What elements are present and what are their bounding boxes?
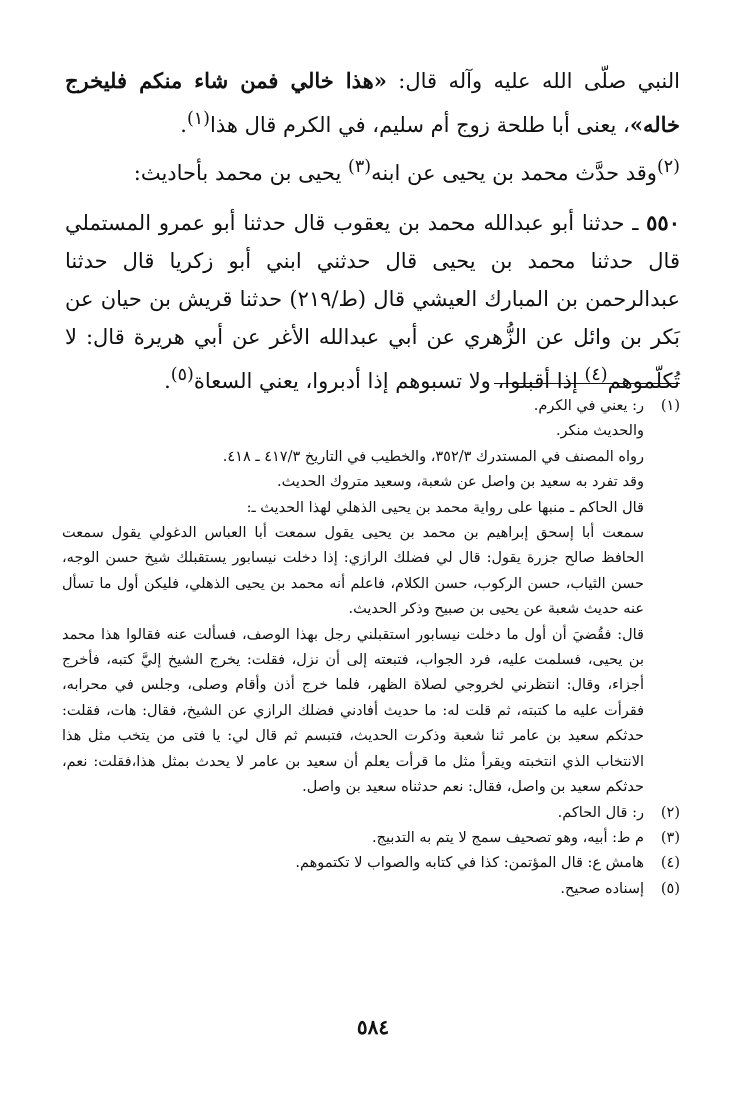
footnote-5 — [62, 877, 680, 902]
footnote-text: ر: قال الحاكم. — [557, 804, 644, 821]
narration-paragraph — [65, 148, 680, 192]
hadith-number: ٥٥٠ — [646, 210, 680, 235]
footnote-text: قال: فقُضيَ أن أول ما دخلت نيسابور استقبلني رجل بهذا الوصف، فسألت عنه فقالوا هذا محمد بن يحيى، فسلمت عليه، فرد الجواب، فتبعته إلى أن نزل، فقلت: يخرج الشيخ إليَّ كتبه، فأخرج أجزاء، وقال: انتظرني لخروجي لصلاة الظهر، فلما خرج أذن وأقام وصلى، وجلس في محرابه، فقرأت عليه ما كتبته، ثم قلت له: ما حديث أفادني فضلك الرازي عن الشيخ، فقال: هات، فقلت: حدثكم سعيد بن عامر ثنا شعبة وذكرت الحديث، فتبسم ثم قال لي: يا فتى من يتخب مثل هذا الانتخاب الذي انتخبته ويقرأ مثل ما قرأت يعلم أن سعيد بن عامر لا يحدث بمثل هذا،فقلت: نعم، حدثكم سعيد بن واصل، فقال: نعم حدثناه سعيد بن واصل. — [62, 626, 645, 796]
hadith-text: ـ حدثنا أبو عبدالله محمد بن يعقوب قال حدثنا أبو عمرو المستملي قال حدثنا محمد بن يحيى قال حدثني ابني أبو زكريا قال حدثنا عبدالرحمن بن المبارك العيشي قال (ط/٢١٩) حدثنا قريش بن حيان عن بَكر بن وائل عن الزُّهري عن أبي عبدالله الأغر عن أبي هريرة قال: لا تُكلّموهم — [65, 211, 680, 393]
intro-paragraph: النبي صلّى الله عليه وآله قال: «هذا خالي فمن شاء منكم فليخرج خاله»، يعنى أبا طلحة زوج أم سليم، في الكرم قال هذا$^{(١)}$. — [65, 68, 680, 137]
footnote-text: وقد تفرد به سعيد بن واصل عن شعبة، وسعيد متروك الحديث. — [277, 474, 644, 491]
footnote-ref-1: (١) — [186, 109, 210, 129]
footnote-number: (٢) — [660, 804, 680, 821]
footnote-2 — [62, 801, 680, 826]
narration-text-end: يحيى بن محمد بأحاديث: — [133, 161, 349, 185]
footnote-text: هامش ع: قال المؤتمن: كذا في كتابه والصواب لا تكتموهم. — [295, 855, 644, 872]
hadith-paragraph — [65, 204, 680, 400]
intro-line1: النبي صلّى الله عليه وآله قال: — [386, 69, 680, 93]
footnote-ref-2: (٢) — [656, 157, 680, 177]
footnote-text: ر: يعني في الكرم. — [533, 398, 644, 414]
footnote-text: رواه المصنف في المستدرك ٣٥٢/٣، والخطيب في التاريخ ٤١٧/٣ ـ ٤١٨. — [222, 448, 644, 465]
footnote-ref-5: (٥) — [170, 365, 194, 385]
footnote-text: والحديث منكر. — [555, 423, 644, 440]
footnote-text: م ط: أبيه، وهو تصحيف سمج لا يتم به التدبيج. — [372, 829, 644, 846]
hadith-end: . — [164, 369, 171, 393]
footnote-text: سمعت أبا إسحق إبراهيم بن محمد بن يحيى يقول سمعت أبا العباس الدغولي يقول سمعت الحافظ صالح جزرة يقول: قال لي فضلك الرازي: إذا دخلت نيسابور يستقبلك شيخ حسن الوجه، حسن الثياب، حسن الركوب، حسن الكلام، فاعلم أنه محمد بن يحيى الذهلي، فليكن أول ما تسأل عنه حديث شعبة عن يحيى بن صبيح وذكر الحديث. — [62, 525, 644, 618]
intro-line1-end: ، — [623, 113, 630, 137]
page-number: ٥٨٤ — [356, 1015, 390, 1039]
footnote-number: (٣) — [660, 829, 680, 846]
footnote-text: إسناده صحيح. — [560, 880, 644, 897]
footnote-number: (١) — [660, 398, 680, 414]
main-text — [65, 62, 680, 400]
narration-text: وقد حدَّث محمد بن يحيى عن ابنه — [371, 161, 657, 185]
footnote-number: (٤) — [660, 855, 680, 872]
footnote-ref-3: (٣) — [348, 157, 372, 177]
footnote-separator — [494, 383, 680, 384]
footnote-number: (٥) — [660, 880, 680, 897]
intro-line2: يعنى أبا طلحة زوج أم سليم، في الكرم قال هذا — [210, 113, 617, 137]
quoted-hadith: «هذا خالي فمن شاء منكم فليخرج خاله» — [65, 68, 680, 137]
footnote-3 — [62, 826, 680, 851]
footnote-4 — [62, 851, 680, 876]
footnote-text: قال الحاكم ـ منبها على رواية محمد بن يحيى الذهلي لهذا الحديث ـ: — [246, 499, 644, 516]
footnotes — [62, 394, 680, 902]
footnote-1 — [62, 394, 680, 801]
hadith-text-2: إذا أقبلوا، ولا تسبوهم إذا أدبروا، يعني السعاة — [193, 369, 585, 393]
footnote-ref-4: (٤) — [584, 365, 608, 385]
